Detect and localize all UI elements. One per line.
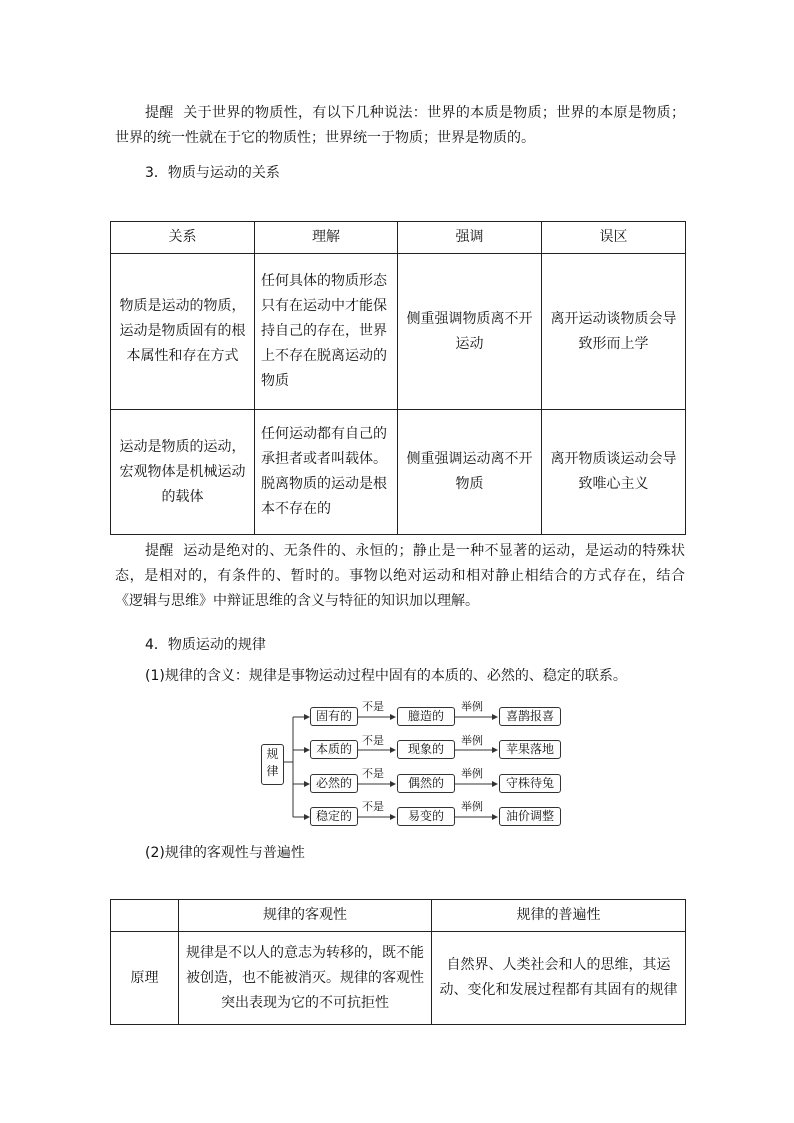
diagram-contrast-box: 现象的 (397, 740, 455, 759)
table-header-row (111, 900, 686, 932)
header-understanding: 理解 (255, 222, 398, 254)
diagram-attribute-box: 本质的 (310, 740, 358, 759)
law-properties-table (110, 899, 686, 1025)
cell-emphasis: 侧重强调运动离不开物质 (398, 410, 542, 535)
row-label-principle: 原理 (111, 932, 179, 1025)
diagram-example-box: 喜鹊报喜 (499, 707, 561, 726)
section-heading-3: 3．物质与运动的关系 (145, 165, 280, 181)
diagram-example-label: 举例 (461, 700, 483, 713)
cell-relation: 运动是物质的运动，宏观物体是机械运动的载体 (111, 410, 255, 535)
tip-label: 提醒 (145, 543, 174, 559)
diagram-example-box: 油价调整 (499, 807, 561, 826)
diagram-contrast-box: 偶然的 (397, 774, 455, 793)
cell-understanding: 任何运动都有自己的承担者或者叫载体。脱离物质的运动是根本不存在的 (255, 410, 398, 535)
cell-objectivity: 规律是不以人的意志为转移的，既不能被创造，也不能被消灭。规律的客观性突出表现为它的不可抗拒性 (179, 932, 432, 1025)
table-row (111, 932, 686, 1025)
diagram-relation-label: 不是 (362, 700, 384, 713)
law-definition: (1)规律的含义：规律是事物运动过程中固有的本质的、必然的、稳定的联系。 (145, 668, 627, 684)
tip-text: 关于世界的物质性，有以下几种说法：世界的本质是物质；世界的本原是物质；世界的统一性就在于它的物质性；世界统一于物质；世界是物质的。 (115, 105, 686, 146)
cell-understanding: 任何具体的物质形态只有在运动中才能保持自己的存在，世界上不存在脱离运动的物质 (255, 254, 398, 410)
tip-text: 运动是绝对的、无条件的、永恒的；静止是一种不显著的运动，是运动的特殊状态，是相对的，有条件的、暂时的。事物以绝对运动和相对静止相结合的方式存在，结合《逻辑与思维》中辩证思维的含义与特征的知识加以理解。 (115, 543, 686, 609)
header-misconception: 误区 (542, 222, 686, 254)
header-relation: 关系 (111, 222, 255, 254)
diagram-contrast-box: 易变的 (397, 807, 455, 826)
diagram-attribute-box: 稳定的 (310, 807, 358, 826)
diagram-example-label: 举例 (461, 800, 483, 813)
diagram-example-label: 举例 (461, 734, 483, 747)
section-heading-4: 4．物质运动的规律 (145, 637, 266, 653)
diagram-root-box: 规律 (261, 744, 284, 785)
diagram-contrast-box: 臆造的 (397, 707, 455, 726)
diagram-example-label: 举例 (461, 767, 483, 780)
cell-universality: 自然界、人类社会和人的思维，其运动、变化和发展过程都有其固有的规律 (432, 932, 686, 1025)
diagram-example-box: 守株待兔 (499, 774, 561, 793)
diagram-attribute-box: 固有的 (310, 707, 358, 726)
tip-label: 提醒 (145, 105, 174, 121)
diagram-relation-label: 不是 (362, 734, 384, 747)
cell-misconception: 离开物质谈运动会导致唯心主义 (542, 410, 686, 535)
diagram-relation-label: 不是 (362, 767, 384, 780)
header-objectivity: 规律的客观性 (179, 900, 432, 932)
cell-relation: 物质是运动的物质，运动是物质固有的根本属性和存在方式 (111, 254, 255, 410)
diagram-attribute-box: 必然的 (310, 774, 358, 793)
cell-misconception: 离开运动谈物质会导致形而上学 (542, 254, 686, 410)
header-empty (111, 900, 179, 932)
header-universality: 规律的普遍性 (432, 900, 686, 932)
header-emphasis: 强调 (398, 222, 542, 254)
cell-emphasis: 侧重强调物质离不开运动 (398, 254, 542, 410)
subheading-objectivity-universality: (2)规律的客观性与普遍性 (145, 845, 305, 861)
diagram-relation-label: 不是 (362, 800, 384, 813)
diagram-example-box: 苹果落地 (499, 740, 561, 759)
